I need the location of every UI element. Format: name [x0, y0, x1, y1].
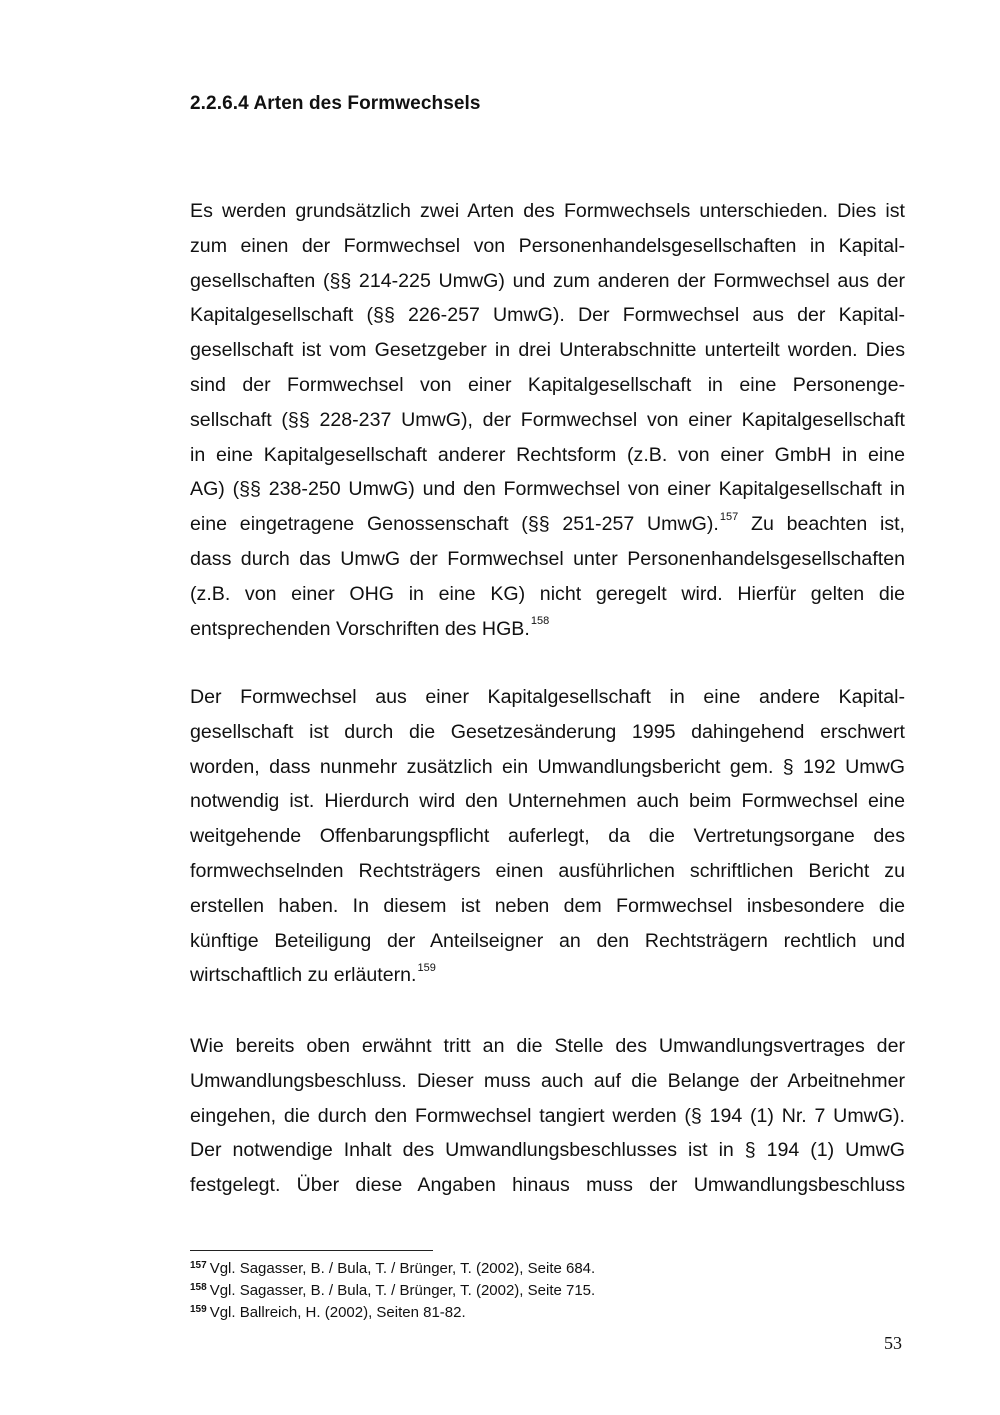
text-line: erstellen haben. In diesem ist neben dem Formwechsel insbesondere die [190, 894, 905, 917]
text-line: AG) (§§ 238-250 UmwG) und den Formwechsel von einer Kapitalgesellschaft in [190, 478, 905, 501]
text-line: (z.B. von einer OHG in eine KG) nicht geregelt wird. Hierfür gelten die [190, 582, 905, 605]
text-line: gesellschaft ist vom Gesetzgeber in drei Unterabschnitte unterteilt worden. Dies [190, 339, 905, 362]
paragraph-1 [190, 194, 905, 646]
footnotes [190, 1259, 890, 1325]
footnote-ref-158[interactable]: 158 [530, 615, 550, 628]
section-heading: 2.2.6.4 Arten des Formwechsels [190, 93, 481, 114]
footnote-157 [190, 1259, 890, 1281]
text-line: gesellschaft ist durch die Gesetzesänderung 1995 dahingehend erschwert [190, 720, 905, 743]
text-line: künftige Beteiligung der Anteilseigner an den Rechtsträgern rechtlich und [190, 929, 905, 952]
footnote-text: Vgl. Sagasser, B. / Bula, T. / Brünger, T. (2002), Seite 684. [209, 1260, 596, 1277]
text-line-with-footnote [190, 958, 905, 993]
footnote-divider [190, 1250, 433, 1251]
text-line: festgelegt. Über diese Angaben hinaus muss der Umwandlungsbeschluss [190, 1174, 905, 1197]
text-segment: wirtschaftlich zu erläutern. [190, 964, 417, 987]
footnote-159 [190, 1303, 890, 1325]
footnote-text: Vgl. Ballreich, H. (2002), Seiten 81-82. [209, 1304, 466, 1321]
text-line-with-footnote [190, 612, 905, 647]
text-segment: entsprechenden Vorschriften des HGB. [190, 617, 530, 640]
text-line-with-footnote [190, 507, 905, 542]
text-line: formwechselnden Rechtsträgers einen ausführlichen schriftlichen Bericht zu [190, 859, 905, 882]
text-line: eingehen, die durch den Formwechsel tangiert werden (§ 194 (1) Nr. 7 UmwG). [190, 1104, 905, 1127]
text-line: worden, dass nunmehr zusätzlich ein Umwandlungsbericht gem. § 192 UmwG [190, 755, 905, 778]
text-line: dass durch das UmwG der Formwechsel unter Personenhandelsgesellschaften [190, 547, 905, 570]
paragraph-2 [190, 680, 905, 993]
text-line: Kapitalgesellschaft (§§ 226-257 UmwG). Der Formwechsel aus der Kapital- [190, 304, 905, 327]
footnote-158 [190, 1281, 890, 1303]
footnote-number: 158 [190, 1282, 207, 1293]
page-number: 53 [884, 1333, 902, 1353]
text-line: weitgehende Offenbarungspflicht auferlegt, da die Vertretungsorgane des [190, 825, 905, 848]
footnote-text: Vgl. Sagasser, B. / Bula, T. / Brünger, T. (2002), Seite 715. [209, 1282, 596, 1299]
footnote-number: 159 [190, 1304, 207, 1315]
text-line: in eine Kapitalgesellschaft anderer Rechtsform (z.B. von einer GmbH in eine [190, 443, 905, 466]
footnote-ref-157[interactable]: 157 [719, 510, 739, 523]
text-line: sind der Formwechsel von einer Kapitalgesellschaft in eine Personenge- [190, 373, 905, 396]
text-line: Es werden grundsätzlich zwei Arten des Formwechsels unterschieden. Dies ist [190, 200, 905, 222]
text-segment: Zu beachten ist, [738, 513, 906, 536]
text-line: sellschaft (§§ 228-237 UmwG), der Formwechsel von einer Kapitalgesellschaft [190, 408, 905, 431]
footnote-ref-159[interactable]: 159 [417, 961, 436, 974]
text-line: gesellschaften (§§ 214-225 UmwG) und zum anderen der Formwechsel aus der [190, 269, 905, 292]
text-line: zum einen der Formwechsel von Personenhandelsgesellschaften in Kapital- [190, 234, 905, 257]
text-line: notwendig ist. Hierdurch wird den Unternehmen auch beim Formwechsel eine [190, 790, 905, 813]
text-line: Wie bereits oben erwähnt tritt an die Stelle des Umwandlungsvertrages der [190, 1035, 905, 1057]
paragraph-3 [190, 1029, 905, 1203]
footnote-number: 157 [190, 1260, 207, 1271]
text-segment: eine eingetragene Genossenschaft (§§ 251-257 UmwG). [190, 513, 719, 536]
text-line: Der Formwechsel aus einer Kapitalgesellschaft in eine andere Kapital- [190, 686, 905, 708]
text-line: Der notwendige Inhalt des Umwandlungsbeschlusses ist in § 194 (1) UmwG [190, 1139, 905, 1162]
text-line: Umwandlungsbeschluss. Dieser muss auch auf die Belange der Arbeitnehmer [190, 1069, 905, 1092]
